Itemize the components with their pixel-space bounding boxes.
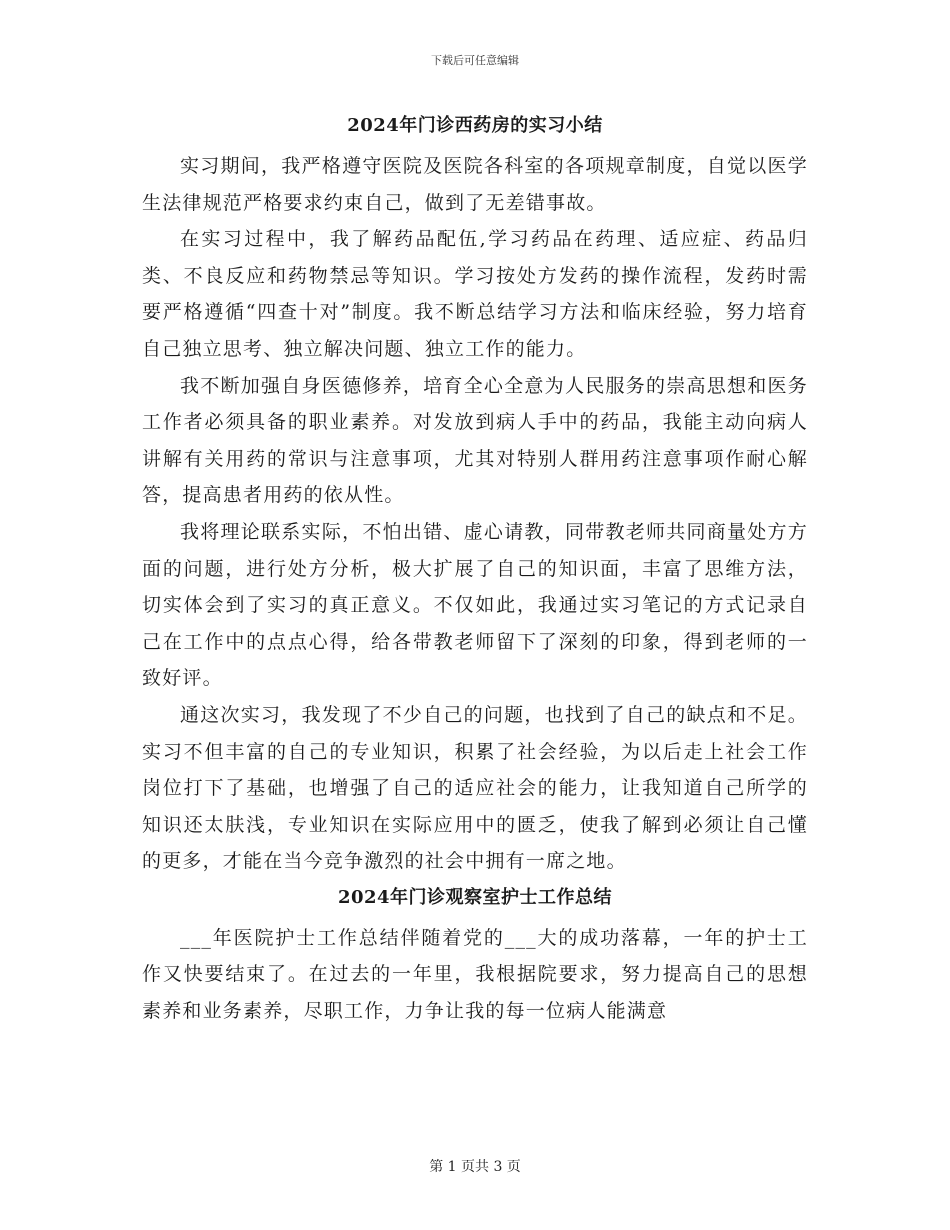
section-1-paragraph-4: 我将理论联系实际，不怕出错、虚心请教，同带教老师共同商量处方方面的问题，进行处方分析，极大扩展了自己的知识面，丰富了思维方法，切实体会到了实习的真正意义。不仅如此，我通过实习笔记的方式记录自己在工作中的点点心得，给各带教老师留下了深刻的印象，得到老师的一致好评。 (142, 520, 808, 690)
section-2-paragraph-1: ___年医院护士工作总结伴随着党的___大的成功落幕，一年的护士工作又快要结束了。在过去的一年里，我根据院要求，努力提高自己的思想素养和业务素养，尽职工作，力争让我的每一位病人能满意 (142, 926, 808, 1023)
page-number-footer: 第 1 页共 3 页 (429, 1159, 521, 1175)
section-1-paragraph-1: 实习期间，我严格遵守医院及医院各科室的各项规章制度，自觉以医学生法律规范严格要求约束自己，做到了无差错事故。 (142, 155, 808, 214)
section-1-paragraph-3: 我不断加强自身医德修养，培育全心全意为人民服务的崇高思想和医务工作者必须具备的职业素养。对发放到病人手中的药品，我能主动向病人讲解有关用药的常识与注意事项，尤其对特别人群用药注意事项作耐心解答，提高患者用药的依从性。 (142, 374, 808, 507)
document-body (142, 108, 808, 1030)
section-1-title: 2024年门诊西药房的实习小结 (347, 115, 603, 136)
page-header-note: 下载后可任意编辑 (431, 54, 519, 67)
section-2-title: 2024年门诊观察室护士工作总结 (337, 886, 613, 908)
section-1-paragraph-5: 通这次实习，我发现了不少自己的问题，也找到了自己的缺点和不足。实习不但丰富的自己的专业知识，积累了社会经验，为以后走上社会工作岗位打下了基础，也增强了自己的适应社会的能力，让我知道自己所学的知识还太肤浅，专业知识在实际应用中的匮乏，使我了解到必须让自己懂的更多，才能在当今竞争激烈的社会中拥有一席之地。 (142, 703, 808, 873)
section-1-paragraph-2: 在实习过程中，我了解药品配伍,学习药品在药理、适应症、药品归类、不良反应和药物禁忌等知识。学习按处方发药的操作流程，发药时需要严格遵循“四查十对”制度。我不断总结学习方法和临床经验，努力培育自己独立思考、独立解决问题、独立工作的能力。 (142, 228, 808, 360)
